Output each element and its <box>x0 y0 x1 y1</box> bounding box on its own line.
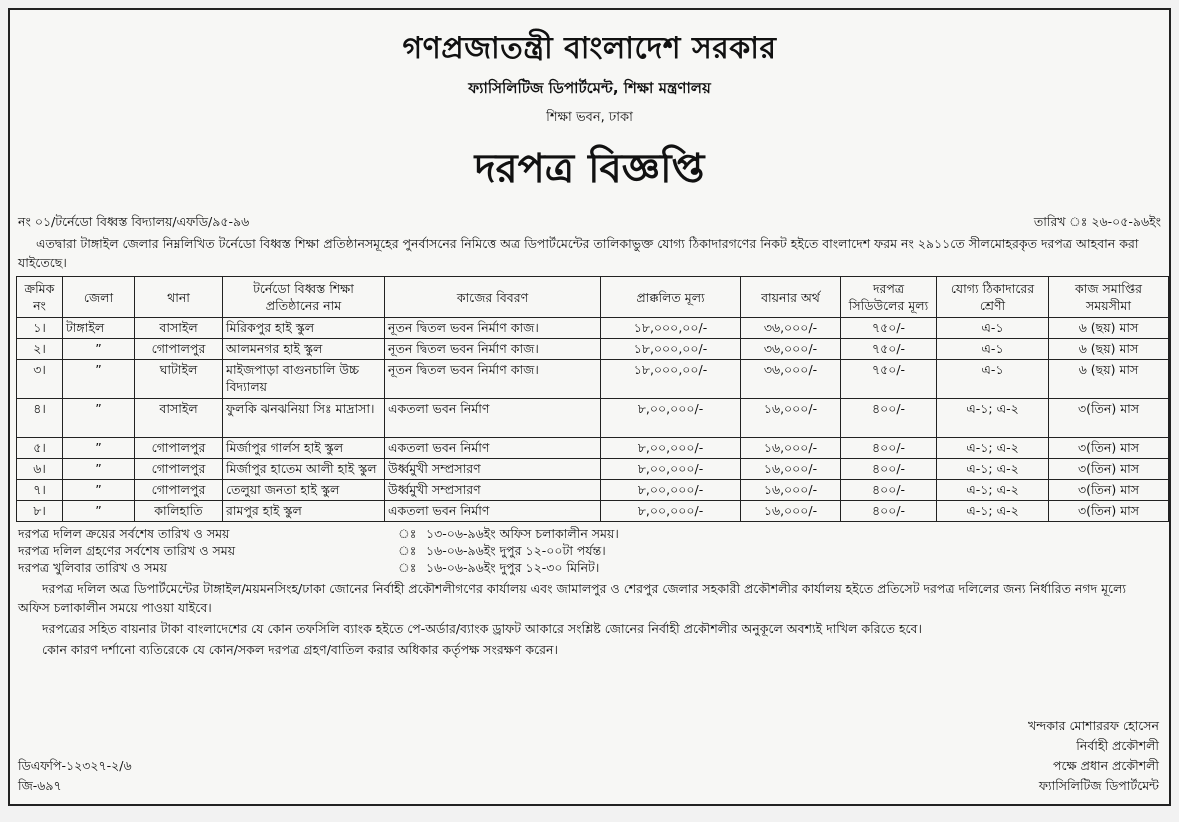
cell-time: ৬ (ছয়) মাস <box>1049 360 1169 399</box>
cell-earnest: ১৬,০০০/- <box>741 459 841 480</box>
cell-district: ” <box>63 480 135 501</box>
cell-district: ” <box>63 501 135 522</box>
signatory-on-behalf: পক্ষে প্রধান প্রকৌশলী <box>1053 758 1159 773</box>
table-row <box>17 318 1169 339</box>
cell-sl: ৩। <box>17 360 63 399</box>
cell-estimate: ১৮,০০০,০০/- <box>601 339 741 360</box>
cell-work: উর্ধ্বমুখী সম্প্রসারণ <box>385 459 601 480</box>
cell-schedule: ৪০০/- <box>841 459 937 480</box>
cell-institution: মির্জাপুর গার্লস হাই স্কুল <box>223 438 385 459</box>
cell-earnest: ১৬,০০০/- <box>741 438 841 459</box>
cell-class: এ-১ <box>937 360 1049 399</box>
cell-schedule: ৪০০/- <box>841 501 937 522</box>
cell-work: একতলা ভবন নির্মাণ <box>385 399 601 438</box>
signatory-designation: নির্বাহী প্রকৌশলী <box>1076 738 1159 753</box>
cell-institution: রামপুর হাই স্কুল <box>223 501 385 522</box>
cell-time: ৩(তিন) মাস <box>1049 399 1169 438</box>
cell-work: একতলা ভবন নির্মাণ <box>385 501 601 522</box>
cell-time: ৩(তিন) মাস <box>1049 459 1169 480</box>
cell-thana: কালিহাতি <box>135 501 223 522</box>
col-district: জেলা <box>63 277 135 318</box>
cell-schedule: ৭৫০/- <box>841 318 937 339</box>
info-value: ১৩-০৬-৯৬ইং অফিস চলাকালীন সময়। <box>426 526 619 541</box>
info-colon: ঃ <box>398 543 417 558</box>
col-earnest: বায়নার অর্থ <box>741 277 841 318</box>
info-row <box>18 560 1161 577</box>
cell-district: টাঙ্গাইল <box>63 318 135 339</box>
cell-institution: মির্জাপুর হাতেম আলী হাই স্কুল <box>223 459 385 480</box>
cell-work: নূতন দ্বিতল ভবন নির্মাণ কাজ। <box>385 318 601 339</box>
cell-class: এ-১; এ-২ <box>937 438 1049 459</box>
info-row <box>18 543 1161 560</box>
cell-schedule: ৪০০/- <box>841 480 937 501</box>
cell-district: ” <box>63 459 135 480</box>
cell-work: নূতন দ্বিতল ভবন নির্মাণ কাজ। <box>385 360 601 399</box>
table-row <box>17 459 1169 480</box>
notice-title: দরপত্র বিজ্ঞপ্তি <box>474 146 705 192</box>
document-availability-paragraph: দরপত্র দলিল অত্র ডিপার্টমেন্টের টাঙ্গাইল/ময়মনসিংহ/ঢাকা জোনের নির্বাহী প্রকৌশলীগণের কার্যালয় এবং জামালপুর ও শেরপুর জেলার সহকারী প্রকৌশলীর কার্যালয় হইতে প্রতিসেট দরপত্র দলিলের জন্য নির্ধারিত নগদ মূল্যে অফিস চলাকালীন সময়ে পাওয়া যাইবে। <box>18 581 1127 615</box>
info-label: দরপত্র দলিল গ্রহণের সর্বশেষ তারিখ ও সময় <box>18 543 236 558</box>
g-reference: জি-৬৯৭ <box>18 778 62 793</box>
cell-schedule: ৭৫০/- <box>841 360 937 399</box>
earnest-money-paragraph: দরপত্রের সহিত বায়নার টাকা বাংলাদেশের যে কোন তফসিলি ব্যাংক হইতে পে-অর্ডার/ব্যাংক ড্রাফট আকারে সংশ্লিষ্ট জোনের নির্বাহী প্রকৌশলীর অনুকূলে অবশ্যই দাখিল করিতে হবে। <box>42 621 922 636</box>
info-value: ১৬-০৬-৯৬ইং দুপুর ১২-৩০ মিনিট। <box>426 560 600 575</box>
government-name: গণপ্রজাতন্ত্রী বাংলাদেশ সরকার <box>402 31 777 66</box>
memo-number: নং ০১/টর্নেডো বিধ্বস্ত বিদ্যালয়/এফডি/৯৫-৯৬ <box>18 214 250 229</box>
cell-class: এ-১ <box>937 339 1049 360</box>
cell-district: ” <box>63 438 135 459</box>
cell-thana: গোপালপুর <box>135 339 223 360</box>
cell-class: এ-১; এ-২ <box>937 501 1049 522</box>
cell-earnest: ৩৬,০০০/- <box>741 360 841 399</box>
col-institution: টর্নেডো বিধ্বস্ত শিক্ষা প্রতিষ্ঠানের নাম <box>223 277 385 318</box>
cell-thana: বাসাইল <box>135 318 223 339</box>
cell-schedule: ৪০০/- <box>841 399 937 438</box>
col-schedule: দরপত্র সিডিউলের মূল্য <box>841 277 937 318</box>
department-name: ফ্যাসিলিটিজ ডিপার্টমেন্ট, শিক্ষা মন্ত্রণালয় <box>468 79 711 97</box>
cell-class: এ-১ <box>937 318 1049 339</box>
reference-numbers <box>18 756 132 796</box>
cell-estimate: ৮,০০,০০০/- <box>601 459 741 480</box>
cell-sl: ১। <box>17 318 63 339</box>
signatory-name: খন্দকার মোশাররফ হোসেন <box>1028 718 1159 733</box>
cell-sl: ৬। <box>17 459 63 480</box>
rights-reserved-paragraph: কোন কারণ দর্শানো ব্যতিরেকে যে কোন/সকল দরপত্র গ্রহণ/বাতিল করার অধিকার কর্তৃপক্ষ সংরক্ষণ করেন। <box>42 642 558 657</box>
table-header-row <box>17 277 1169 318</box>
cell-earnest: ১৬,০০০/- <box>741 480 841 501</box>
col-work: কাজের বিবরণ <box>385 277 601 318</box>
cell-thana: গোপালপুর <box>135 438 223 459</box>
office-address: শিক্ষা ভবন, ঢাকা <box>546 110 633 125</box>
cell-institution: ফুলকি ঝনঝনিয়া সিঃ মাদ্রাসা। <box>223 399 385 438</box>
cell-sl: ৭। <box>17 480 63 501</box>
col-time: কাজ সমাপ্তির সময়সীমা <box>1049 277 1169 318</box>
cell-estimate: ১৮,০০০,০০/- <box>601 318 741 339</box>
schedule-info <box>18 526 1161 577</box>
cell-institution: মিরিকপুর হাই স্কুল <box>223 318 385 339</box>
cell-thana: গোপালপুর <box>135 480 223 501</box>
cell-estimate: ১৮,০০০,০০/- <box>601 360 741 399</box>
cell-earnest: ১৬,০০০/- <box>741 501 841 522</box>
cell-thana: বাসাইল <box>135 399 223 438</box>
cell-class: এ-১; এ-২ <box>937 459 1049 480</box>
signatory-department: ফ্যাসিলিটিজ ডিপার্টমেন্ট <box>1038 778 1159 793</box>
cell-schedule: ৭৫০/- <box>841 339 937 360</box>
cell-time: ৩(তিন) মাস <box>1049 501 1169 522</box>
cell-sl: ৫। <box>17 438 63 459</box>
table-row <box>17 360 1169 399</box>
signature-block <box>1028 716 1159 796</box>
cell-schedule: ৪০০/- <box>841 438 937 459</box>
table-row <box>17 399 1169 438</box>
notice-header <box>10 24 1169 204</box>
tender-notice-page <box>8 8 1171 806</box>
cell-time: ৬ (ছয়) মাস <box>1049 339 1169 360</box>
cell-sl: ২। <box>17 339 63 360</box>
col-class: যোগ্য ঠিকাদারের শ্রেণী <box>937 277 1049 318</box>
tender-table <box>16 276 1169 522</box>
col-estimate: প্রাক্কলিত মূল্য <box>601 277 741 318</box>
info-label: দরপত্র খুলিবার তারিখ ও সময় <box>18 560 167 575</box>
memo-row <box>18 214 1161 232</box>
intro-paragraph: এতদ্বারা টাঙ্গাইল জেলার নিম্নলিখিত টর্নেডো বিধ্বস্ত শিক্ষা প্রতিষ্ঠানসমূহের পুনর্বাসনের নিমিত্তে অত্র ডিপার্টমেন্টের তালিকাভুক্ত যোগ্য ঠিকাদারগণের নিকট হইতে বাংলাদেশ ফরম নং ২৯১১তে সীলমোহরকৃত দরপত্র আহবান করা যাইতেছে। <box>18 236 1139 270</box>
cell-thana: ঘাটাইল <box>135 360 223 399</box>
cell-estimate: ৮,০০,০০০/- <box>601 480 741 501</box>
cell-earnest: ১৬,০০০/- <box>741 399 841 438</box>
cell-institution: মাইজপাড়া বাগুনচালি উচ্চ বিদ্যালয় <box>223 360 385 399</box>
cell-estimate: ৮,০০,০০০/- <box>601 501 741 522</box>
cell-district: ” <box>63 339 135 360</box>
cell-work: একতলা ভবন নির্মাণ <box>385 438 601 459</box>
col-sl: ক্রমিক নং <box>17 277 63 318</box>
cell-district: ” <box>63 360 135 399</box>
cell-thana: গোপালপুর <box>135 459 223 480</box>
cell-work: নূতন দ্বিতল ভবন নির্মাণ কাজ। <box>385 339 601 360</box>
table-row <box>17 339 1169 360</box>
cell-estimate: ৮,০০,০০০/- <box>601 438 741 459</box>
cell-institution: তেলুয়া জনতা হাই স্কুল <box>223 480 385 501</box>
cell-sl: ৪। <box>17 399 63 438</box>
cell-class: এ-১; এ-২ <box>937 399 1049 438</box>
dfp-reference: ডিএফপি-১২৩২৭-২/৬ <box>18 758 132 773</box>
table-row <box>17 501 1169 522</box>
col-thana: থানা <box>135 277 223 318</box>
cell-estimate: ৮,০০,০০০/- <box>601 399 741 438</box>
cell-work: উর্ধ্বমুখী সম্প্রসারণ <box>385 480 601 501</box>
cell-time: ৩(তিন) মাস <box>1049 438 1169 459</box>
cell-district: ” <box>63 399 135 438</box>
table-row <box>17 438 1169 459</box>
table-row <box>17 480 1169 501</box>
notice-date: তারিখ ঃ ২৬-০৫-৯৬ইং <box>1033 214 1161 229</box>
info-colon: ঃ <box>398 526 417 541</box>
cell-earnest: ৩৬,০০০/- <box>741 318 841 339</box>
info-colon: ঃ <box>398 560 417 575</box>
info-row <box>18 526 1161 543</box>
cell-time: ৬ (ছয়) মাস <box>1049 318 1169 339</box>
cell-earnest: ৩৬,০০০/- <box>741 339 841 360</box>
info-label: দরপত্র দলিল ক্রয়ের সর্বশেষ তারিখ ও সময় <box>18 526 230 541</box>
cell-time: ৩(তিন) মাস <box>1049 480 1169 501</box>
cell-class: এ-১; এ-২ <box>937 480 1049 501</box>
info-value: ১৬-০৬-৯৬ইং দুপুর ১২-০০টা পর্যন্ত। <box>426 543 606 558</box>
cell-sl: ৮। <box>17 501 63 522</box>
cell-institution: আলমনগর হাই স্কুল <box>223 339 385 360</box>
